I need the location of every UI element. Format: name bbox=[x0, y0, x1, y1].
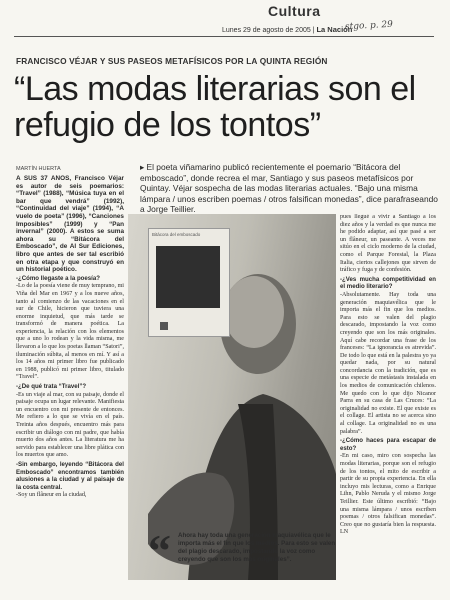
publisher-logo-icon bbox=[160, 322, 168, 330]
dateline-date: Lunes 29 de agosto de 2005 | bbox=[222, 27, 315, 34]
question: -¿Cómo llegaste a la poesía? bbox=[16, 274, 100, 282]
paragraph: -Soy un flâneur en la ciudad, bbox=[16, 492, 87, 499]
article-deck bbox=[140, 162, 438, 215]
paragraph: -Lo de la poesía viene de muy temprano, mi Viña del Mar en 1967 y a los nueve años, tanto al comienzo de las vacaciones en el sur de Chile, hicieron que tuviera una enorme inquietud, que más tarde se transformó de manera poética. La experiencia, la relación con los elementos que a uno lo rodean y la vida misma, me llevaron a lo que los poetas llaman “Satori”, iluminación súbita, al menos en mí. Y así a los 14 años mi primer libro fue publicado en 1988, publicó mi primer libro, titulado “Travel”. bbox=[16, 283, 124, 381]
question: -¿De qué trata “Travel”? bbox=[16, 383, 87, 391]
quote-mark-icon: “ bbox=[148, 525, 171, 576]
paragraph: -Es un viaje al mar, con su paisaje, donde el paisaje ocupa un lugar relevante. Manifiesta un encuentro con mi presente de entonces. Me refiero a lo que se vivía en el país. Treinta años después, encuentro más para escribir un diálogo con mi padre, que había muerto dos años antes. La literatura me ha servido para establecer una libre plática con los muertos que amo. bbox=[16, 391, 124, 459]
book-cover-image bbox=[156, 246, 220, 308]
question: -Sin embargo, leyendo “Bitácora del Emboscado” encontramos también alusiones a la ciudad y al paisaje de la costa central. bbox=[16, 460, 124, 491]
paragraph: A SUS 37 AÑOS, Francisco Véjar es autor de seis poemarios: “Travel” (1988), “Música tuya en el bar que vendrá” (1992), “Continuidad del viaje” (1994), “A vuelo de poeta” (1996), “Canciones Imposibles” (1999) y “Pan invernal” (2000). A estos se suma ahora su “Bitácora del Emboscado”, de Al Sur Ediciones, libro que antes de ser tal escribió en otra etapa y que construyó en un historial poético. bbox=[16, 175, 124, 274]
deck-text: El poeta viñamarino publicó recientemente el poemario “Bitácora del emboscado”, donde recrea el mar, Santiago y sus paseos metafísicos por Quintay. Véjar sospecha de las modas literarias actuales. “Bajo una misma lámpara / unos escriben poemas / otros falsifican monedas”, dice parafraseando a Jorge Teillier. bbox=[140, 162, 438, 215]
book-cover-title: Bitácora del emboscado bbox=[152, 232, 201, 237]
article-kicker: FRANCISCO VÉJAR Y SUS PASEOS METAFÍSICOS POR LA QUINTA REGIÓN bbox=[16, 56, 328, 66]
question: -¿Cómo haces para escapar de esto? bbox=[340, 437, 436, 452]
bullet-icon: ▸ bbox=[140, 162, 147, 172]
newspaper-name: La Nación bbox=[316, 25, 353, 34]
article-column-right bbox=[340, 214, 436, 584]
article-headline: “Las modas literarias son el refugio de los tontos” bbox=[14, 70, 416, 144]
dateline bbox=[222, 25, 352, 34]
paragraph: pues llegué a vivir a Santiago a los diez años y la verdad es que nunca me he podido adaptar, así que pasé a ser un flâneur, un paseante. A veces me sitúo en el ciclo moderno de la ciudad, como el Parque Forestal, la Plaza Italia, ciertos callejones que sirven de tráfico y fuga y de confesión. bbox=[340, 214, 436, 274]
article-column-left bbox=[16, 175, 124, 585]
header-rule bbox=[14, 36, 434, 37]
section-title: Cultura bbox=[268, 3, 321, 19]
paragraph: -En mi caso, miro con sospecha las modas literarias, porque son el refugio de los tontos, el mito de escribir a partir de su propia experiencia. En ella incluyo mis lecturas, como a Enrique Lihn, Pablo Neruda y el mismo Jorge Teillier. Este último escribió: “Bajo una misma lámpara / unos escriben poemas / otros falsifican monedas”. Creo que no gustaría bien la respuesta. LN bbox=[340, 453, 436, 536]
byline: MARTÍN HUERTA bbox=[16, 166, 61, 172]
pull-quote: Ahora hay toda una generación maquiavélica que le importa más el fin que los medios. Para esto se valen del plagio descarado, impostando la voz como creyendo que son los más originales”. bbox=[178, 532, 336, 563]
handwritten-note: stgo. p. 29 bbox=[344, 19, 394, 33]
question: -¿Ves mucha competitividad en el medio literario? bbox=[340, 275, 436, 291]
paragraph: -Absolutamente. Hay toda una generación maquiavélica que le importa más el fin que los medios. Para esto se valen del plagio descarado, impostando la voz como creyendo que son los más originales. Aquí cabe recordar una frase de los franceses: “La ignorancia es atrevida”. De todo lo que está en la palestra yo ya quedar nada, por su natural concordancia con la tradición, que es una especie de metástasis instalada en los medios de comunicación chilenos. Me quedo con lo que dijo Nicanor Parra en su casa de Las Cruces: “La originalidad no existe. El que existe es el collage. El artista no se acerca sino al collage. La originalidad no es una palabra”. bbox=[340, 291, 436, 435]
